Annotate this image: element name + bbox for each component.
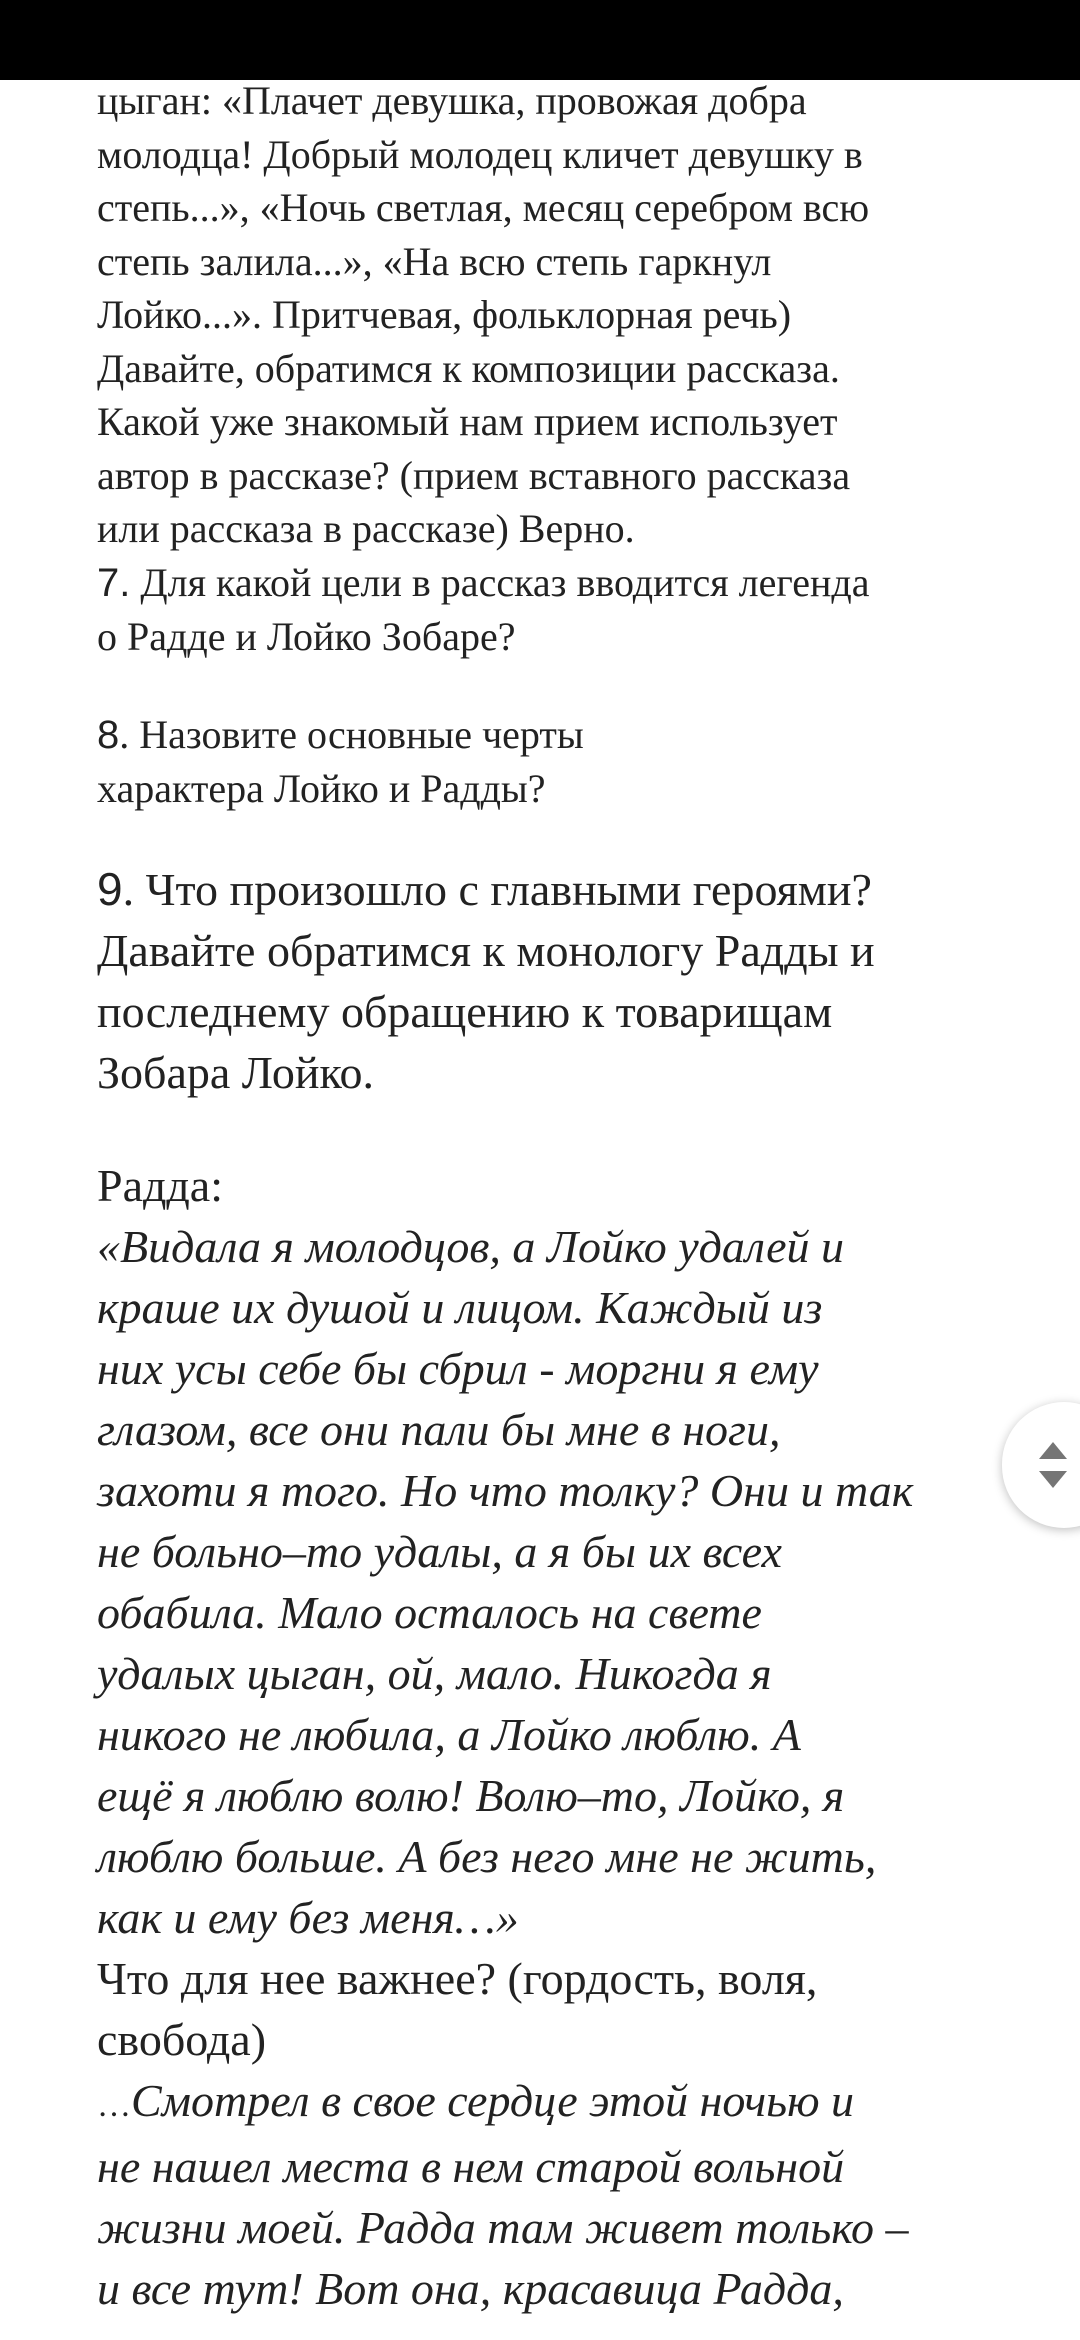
question-8: [97, 708, 997, 815]
ellipsis: …: [97, 2086, 131, 2124]
text-line: Для какой цели в рассказ вводится легенда: [130, 559, 870, 605]
text-line: степь...», «Ночь светлая, месяц серебром всю: [97, 185, 870, 230]
quote-line: удалых цыган, ой, мало. Никогда я: [97, 1647, 772, 1699]
text-line: свобода): [97, 2013, 267, 2065]
question-9: [97, 859, 997, 1103]
quote-line: жизни моей. Радда там живет только –: [97, 2201, 909, 2253]
radda-monologue: [97, 1155, 997, 2319]
text-line: последнему обращению к товарищам: [97, 985, 833, 1037]
quote-line: них усы себе бы сбрил - моргни я ему: [97, 1342, 819, 1394]
question-number: 8: [97, 712, 120, 757]
quote-line: и все тут! Вот она, красавица Радда,: [97, 2262, 844, 2314]
text-line: Давайте, обратимся к композиции рассказа.: [97, 345, 840, 391]
question-number: 9: [97, 862, 123, 915]
quote-line: «Видала я молодцов, а Лойко удалей и: [97, 1220, 844, 1272]
quote-line: захоти я того. Но что толку? Они и так: [97, 1464, 914, 1516]
text-line: о Радде и Лойко Зобаре?: [97, 614, 516, 659]
scroll-handle[interactable]: [1002, 1402, 1080, 1528]
quote-line: никого не любила, а Лойко люблю. А: [97, 1708, 801, 1760]
text-line: Лойко...». Притчевая, фольклорная речь): [97, 292, 792, 337]
text-line: степь залила...», «На всю степь гаркнул: [97, 238, 772, 284]
text-line: Что для нее важнее? (гордость, воля,: [97, 1952, 818, 2004]
question-7: [97, 556, 997, 664]
text-line: молодца! Добрый молодец кличет девушку в: [97, 131, 863, 177]
quote-line: не больно–то удалы, а я бы их всех: [97, 1525, 782, 1577]
text-line: Зобара Лойко.: [97, 1046, 374, 1098]
quote-line: не нашел места в нем старой вольной: [97, 2140, 845, 2192]
quote-line: как и ему без меня…»: [97, 1891, 519, 1943]
quote-line: глазом, все они пали бы мне в ноги,: [97, 1403, 781, 1455]
text-line: автор в рассказе? (прием вставного рассказа: [97, 452, 851, 498]
text-line: характера Лойко и Радды?: [97, 765, 546, 811]
text-line: цыган: «Плачет девушка, провожая добра: [97, 78, 807, 123]
quote-line: Смотрел в свое сердце этой ночью и: [131, 2074, 855, 2126]
paragraph-intro: [97, 74, 997, 556]
document-body: [97, 74, 997, 2319]
text-line: Какой уже знакомый нам прием использует: [97, 399, 838, 444]
quote-line: ещё я люблю волю! Волю–то, Лойко, я: [97, 1769, 845, 1821]
quote-line: люблю больше. А без него мне не жить,: [97, 1830, 877, 1882]
status-bar: [0, 0, 1080, 80]
text-line: . Что произошло с главными героями?: [122, 863, 872, 915]
speaker-label: Радда:: [97, 1159, 224, 1211]
quote-line: краше их душой и лицом. Каждый из: [97, 1281, 823, 1333]
scroll-up-down-icon: [1038, 1440, 1068, 1490]
question-number: 7.: [97, 560, 131, 605]
text-line: Давайте обратимся к монологу Радды и: [97, 924, 875, 976]
text-line: . Назовите основные черты: [119, 711, 584, 757]
text-line: или рассказа в рассказе) Верно.: [97, 506, 635, 551]
quote-line: обабила. Мало осталось на свете: [97, 1586, 762, 1638]
